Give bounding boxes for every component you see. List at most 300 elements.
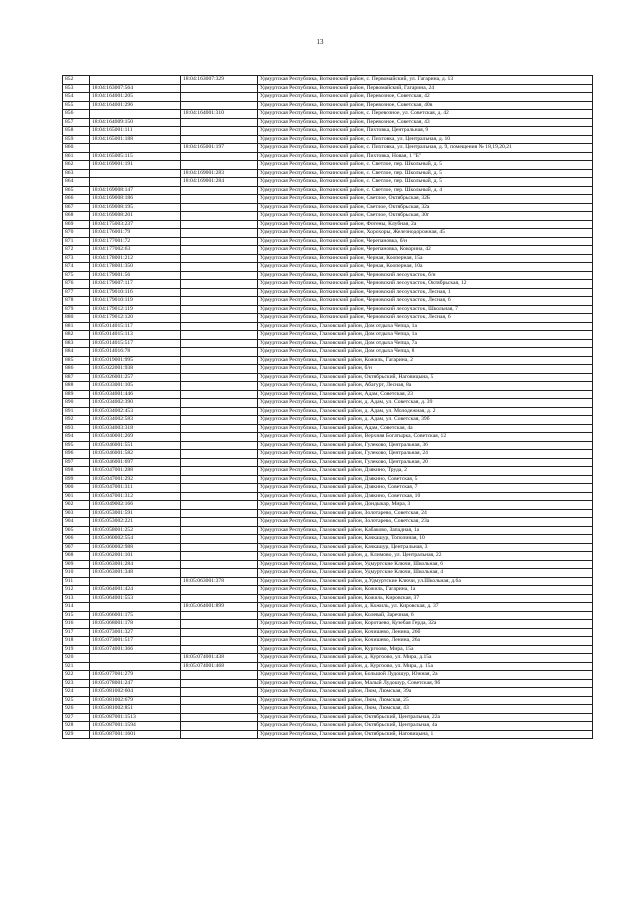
- cadastral-number-cell: 18:04:175003:237: [90, 220, 181, 229]
- building-cadastral-number-cell: [181, 356, 258, 365]
- table-row: [63, 288, 593, 297]
- building-cadastral-number-cell: [181, 373, 258, 382]
- address-cell: Удмуртская Республика, Глазовский район, Гулеково, Центральная, 36: [258, 441, 593, 450]
- row-number-cell: 856: [63, 110, 90, 119]
- address-cell: Удмуртская Республика, Глазовский район, Гулеково, Центральная, 24: [258, 450, 593, 459]
- cadastral-number-cell: 18:04:179012:119: [90, 305, 181, 314]
- building-cadastral-number-cell: [181, 569, 258, 578]
- table-row: [63, 127, 593, 136]
- row-number-cell: 922: [63, 671, 90, 680]
- table-row: [63, 492, 593, 501]
- cadastral-number-cell: 18:04:176001:79: [90, 229, 181, 238]
- cadastral-number-cell: 18:05:040001:269: [90, 433, 181, 442]
- cadastral-number-cell: 18:05:060002:554: [90, 535, 181, 544]
- table-row: [63, 603, 593, 612]
- building-cadastral-number-cell: [181, 535, 258, 544]
- table-row: [63, 467, 593, 476]
- cadastral-number-cell: 18:05:014015:517: [90, 339, 181, 348]
- building-cadastral-number-cell: [181, 611, 258, 620]
- table-row: [63, 237, 593, 246]
- cadastral-number-cell: 18:05:081002:851: [90, 705, 181, 714]
- building-cadastral-number-cell: [181, 280, 258, 289]
- row-number-cell: 902: [63, 501, 90, 510]
- building-cadastral-number-cell: [181, 254, 258, 263]
- cadastral-number-cell: 18:05:053001:591: [90, 509, 181, 518]
- cadastral-number-cell: 18:05:053002:221: [90, 518, 181, 527]
- table-row: [63, 110, 593, 119]
- address-cell: Удмуртская Республика, Воткинский район, Первомайский, Гагарина, 24: [258, 84, 593, 93]
- cadastral-number-cell: 18:05:078001:247: [90, 679, 181, 688]
- cadastral-number-cell: [90, 178, 181, 187]
- address-cell: Удмуртская Республика, Глазовский район, Золотарево, Советская, 24: [258, 509, 593, 518]
- address-cell: Удмуртская Республика, Глазовский район, Кочишево, Ленина, 26а: [258, 637, 593, 646]
- building-cadastral-number-cell: [181, 203, 258, 212]
- row-number-cell: 867: [63, 203, 90, 212]
- address-cell: Удмуртская Республика, Глазовский район, Дом отдыха Чепца, 8: [258, 348, 593, 357]
- row-number-cell: 874: [63, 263, 90, 272]
- address-cell: Удмуртская Республика, Глазовский район, Октябрьский, Центральная, 22а: [258, 713, 593, 722]
- row-number-cell: 872: [63, 246, 90, 255]
- row-number-cell: 886: [63, 365, 90, 374]
- address-cell: Удмуртская Республика, Глазовский район, Адам, Советская, 23: [258, 390, 593, 399]
- table-row: [63, 254, 593, 263]
- table-row: [63, 280, 593, 289]
- row-number-cell: 905: [63, 526, 90, 535]
- building-cadastral-number-cell: [181, 501, 258, 510]
- row-number-cell: 915: [63, 611, 90, 620]
- address-cell: Удмуртская Республика, Воткинский район, с. Первомайский, ул. Гагарина, д. 13: [258, 76, 593, 85]
- building-cadastral-number-cell: [181, 246, 258, 255]
- building-cadastral-number-cell: [181, 365, 258, 374]
- building-cadastral-number-cell: [181, 484, 258, 493]
- address-cell: Удмуртская Республика, Воткинский район, с. Светлое, пер. Школьный, д. 5: [258, 178, 593, 187]
- cadastral-number-cell: [90, 662, 181, 671]
- building-cadastral-number-cell: [181, 93, 258, 102]
- cadastral-number-cell: 18:04:178001:350: [90, 263, 181, 272]
- cadastral-number-cell: 18:04:163007:564: [90, 84, 181, 93]
- row-number-cell: 879: [63, 305, 90, 314]
- row-number-cell: 854: [63, 93, 90, 102]
- table-row: [63, 611, 593, 620]
- table-row: [63, 76, 593, 85]
- table-row: [63, 101, 593, 110]
- building-cadastral-number-cell: [181, 722, 258, 731]
- building-cadastral-number-cell: [181, 186, 258, 195]
- building-cadastral-number-cell: [181, 433, 258, 442]
- building-cadastral-number-cell: [181, 339, 258, 348]
- building-cadastral-number-cell: [181, 297, 258, 306]
- table-row: [63, 450, 593, 459]
- table-row: [63, 552, 593, 561]
- address-cell: Удмуртская Республика, Воткинский район, Черновский лесоучасток, Лесная, 6: [258, 297, 593, 306]
- row-number-cell: 885: [63, 356, 90, 365]
- page-number: 13: [316, 38, 324, 46]
- row-number-cell: 878: [63, 297, 90, 306]
- row-number-cell: 870: [63, 229, 90, 238]
- table-row: [63, 271, 593, 280]
- building-cadastral-number-cell: [181, 688, 258, 697]
- row-number-cell: 912: [63, 586, 90, 595]
- row-number-cell: 917: [63, 628, 90, 637]
- cadastral-number-cell: 18:05:033001:105: [90, 382, 181, 391]
- row-number-cell: 920: [63, 654, 90, 663]
- building-cadastral-number-cell: [181, 594, 258, 603]
- address-cell: Удмуртская Республика, Воткинский район, с. Перевозное, ул. Советская, д. 42: [258, 110, 593, 119]
- address-cell: Удмуртская Республика, Глазовский район, Кожиль, Гагарина, 2: [258, 356, 593, 365]
- table-row: [63, 305, 593, 314]
- row-number-cell: 873: [63, 254, 90, 263]
- address-cell: Удмуртская Республика, Воткинский район, Черепановка, Кокорина, 42: [258, 246, 593, 255]
- address-cell: Удмуртская Республика, Глазовский район, Удмуртские Ключи, Школьная, 6: [258, 560, 593, 569]
- table-row: [63, 399, 593, 408]
- cadastral-number-cell: 18:05:014016:78: [90, 348, 181, 357]
- address-cell: Удмуртская Республика, Глазовский район, Большой Лудошур, Южная, 2а: [258, 671, 593, 680]
- table-row: [63, 314, 593, 323]
- table-row: [63, 662, 593, 671]
- cadastral-number-cell: 18:04:169001:191: [90, 161, 181, 170]
- row-number-cell: 861: [63, 152, 90, 161]
- building-cadastral-number-cell: 18:04:164001:310: [181, 110, 258, 119]
- building-cadastral-number-cell: [181, 441, 258, 450]
- row-number-cell: 858: [63, 127, 90, 136]
- table-row: [63, 407, 593, 416]
- cadastral-number-cell: 18:05:066001:175: [90, 611, 181, 620]
- cadastral-number-cell: 18:04:165005:115: [90, 152, 181, 161]
- row-number-cell: 927: [63, 713, 90, 722]
- building-cadastral-number-cell: [181, 135, 258, 144]
- cadastral-number-cell: 18:05:068001:178: [90, 620, 181, 629]
- address-cell: Удмуртская Республика, Воткинский район, Светлое, Октябрьская, 32Б: [258, 195, 593, 204]
- cadastral-number-cell: [90, 110, 181, 119]
- table-row: [63, 186, 593, 195]
- row-number-cell: 864: [63, 178, 90, 187]
- address-cell: Удмуртская Республика, Воткинский район, Черновский лесоучасток, Школьная, 7: [258, 305, 593, 314]
- row-number-cell: 929: [63, 730, 90, 739]
- row-number-cell: 907: [63, 543, 90, 552]
- cadastral-number-cell: 18:05:034002:583: [90, 416, 181, 425]
- cadastral-number-cell: 18:05:046001:551: [90, 441, 181, 450]
- address-cell: Удмуртская Республика, Глазовский район, Кабаково, Западная, 1а: [258, 526, 593, 535]
- building-cadastral-number-cell: [181, 628, 258, 637]
- building-cadastral-number-cell: [181, 101, 258, 110]
- building-cadastral-number-cell: [181, 416, 258, 425]
- table-row: [63, 484, 593, 493]
- address-cell: Удмуртская Республика, Глазовский район, Кочишево, Ленина, 26б: [258, 628, 593, 637]
- address-cell: Удмуртская Республика, Глазовский район, Малый Лудошур, Советская, 9б: [258, 679, 593, 688]
- table-row: [63, 195, 593, 204]
- row-number-cell: 880: [63, 314, 90, 323]
- table-row: [63, 178, 593, 187]
- table-row: [63, 433, 593, 442]
- address-cell: Удмуртская Республика, Воткинский район, с. Пихтовка, ул. Центральная, д. 10: [258, 135, 593, 144]
- address-cell: Удмуртская Республика, Воткинский район, Черновский лесоучасток, б/н: [258, 271, 593, 280]
- address-cell: Удмуртская Республика, Глазовский район, Кожиль, Кировская, 37: [258, 594, 593, 603]
- row-number-cell: 871: [63, 237, 90, 246]
- address-cell: Удмуртская Республика, Глазовский район, д. Кожиль, ул. Кировская, д. 37: [258, 603, 593, 612]
- table-row: [63, 84, 593, 93]
- building-cadastral-number-cell: [181, 671, 258, 680]
- table-row: [63, 722, 593, 731]
- address-cell: Удмуртская Республика, Воткинский район, Черепановка, б/н: [258, 237, 593, 246]
- cadastral-number-cell: 18:05:060002:988: [90, 543, 181, 552]
- address-cell: Удмуртская Республика, Воткинский район, Пихтовка, Центральная, 9: [258, 127, 593, 136]
- table-row: [63, 696, 593, 705]
- address-cell: Удмуртская Республика, Глазовский район, д. Адам, ул. Советская, 39б: [258, 416, 593, 425]
- row-number-cell: 866: [63, 195, 90, 204]
- cadastral-number-cell: 18:05:047001:288: [90, 467, 181, 476]
- table-row: [63, 509, 593, 518]
- address-cell: Удмуртская Республика, Глазовский район, д. Адам, ул. Советская, д. 39: [258, 399, 593, 408]
- building-cadastral-number-cell: [181, 586, 258, 595]
- cadastral-number-cell: [90, 76, 181, 85]
- cadastral-number-cell: 18:05:049002:166: [90, 501, 181, 510]
- address-cell: Удмуртская Республика, Воткинский район, Перевозное, Советская, 42: [258, 93, 593, 102]
- row-number-cell: 910: [63, 569, 90, 578]
- building-cadastral-number-cell: [181, 195, 258, 204]
- building-cadastral-number-cell: [181, 518, 258, 527]
- cadastral-number-cell: 18:05:077001:279: [90, 671, 181, 680]
- building-cadastral-number-cell: [181, 382, 258, 391]
- row-number-cell: 898: [63, 467, 90, 476]
- row-number-cell: 923: [63, 679, 90, 688]
- row-number-cell: 908: [63, 552, 90, 561]
- building-cadastral-number-cell: [181, 679, 258, 688]
- table-row: [63, 356, 593, 365]
- building-cadastral-number-cell: [181, 127, 258, 136]
- building-cadastral-number-cell: 18:05:074001:468: [181, 662, 258, 671]
- table-row: [63, 654, 593, 663]
- row-number-cell: 900: [63, 484, 90, 493]
- cadastral-number-cell: [90, 603, 181, 612]
- cadastral-number-cell: 18:05:073001:517: [90, 637, 181, 646]
- table-row: [63, 620, 593, 629]
- cadastral-number-cell: 18:05:081002:679: [90, 696, 181, 705]
- row-number-cell: 906: [63, 535, 90, 544]
- table-row: [63, 203, 593, 212]
- building-cadastral-number-cell: [181, 645, 258, 654]
- table-row: [63, 441, 593, 450]
- row-number-cell: 876: [63, 280, 90, 289]
- address-cell: Удмуртская Республика, Глазовский район, Качкашур, Тополиная, 10: [258, 535, 593, 544]
- building-cadastral-number-cell: [181, 620, 258, 629]
- address-cell: Удмуртская Республика, Глазовский район, Октябрьский, Наговицына, 1: [258, 730, 593, 739]
- address-cell: Удмуртская Республика, Воткинский район, Хорохоры, Железнодорожная, 45: [258, 229, 593, 238]
- row-number-cell: 891: [63, 407, 90, 416]
- table-row: [63, 382, 593, 391]
- table-row: [63, 93, 593, 102]
- row-number-cell: 896: [63, 450, 90, 459]
- address-cell: Удмуртская Республика, Глазовский район, б/н: [258, 365, 593, 374]
- table-row: [63, 713, 593, 722]
- building-cadastral-number-cell: [181, 314, 258, 323]
- address-cell: Удмуртская Республика, Глазовский район, Октябрьский, Центральная, 4а: [258, 722, 593, 731]
- address-cell: Удмуртская Республика, Воткинский район, Перевозное, Советская, 40в: [258, 101, 593, 110]
- address-cell: Удмуртская Республика, Глазовский район, д.Удмуртские Ключи, ул.Школьная, д.6а: [258, 577, 593, 586]
- row-number-cell: 855: [63, 101, 90, 110]
- row-number-cell: 889: [63, 390, 90, 399]
- table-row: [63, 688, 593, 697]
- address-cell: Удмуртская Республика, Глазовский район, Люм, Люмская, 25: [258, 696, 593, 705]
- table-row: [63, 169, 593, 178]
- address-cell: Удмуртская Республика, Глазовский район, Верхняя Богатырка, Советская, 12: [258, 433, 593, 442]
- table-row: [63, 671, 593, 680]
- row-number-cell: 911: [63, 577, 90, 586]
- registry-table-body: [63, 76, 593, 739]
- cadastral-number-cell: 18:04:169008:147: [90, 186, 181, 195]
- cadastral-number-cell: 18:05:081002:604: [90, 688, 181, 697]
- cadastral-number-cell: [90, 577, 181, 586]
- table-row: [63, 594, 593, 603]
- cadastral-number-cell: 18:05:046001:697: [90, 458, 181, 467]
- table-row: [63, 144, 593, 153]
- table-row: [63, 730, 593, 739]
- table-row: [63, 246, 593, 255]
- table-row: [63, 152, 593, 161]
- row-number-cell: 860: [63, 144, 90, 153]
- row-number-cell: 881: [63, 322, 90, 331]
- table-row: [63, 322, 593, 331]
- cadastral-number-cell: 18:04:164009:150: [90, 118, 181, 127]
- address-cell: Удмуртская Республика, Глазовский район, Коротаево, Кузебая Герда, 32а: [258, 620, 593, 629]
- address-cell: Удмуртская Республика, Глазовский район, Дондыкар, Мира, 3: [258, 501, 593, 510]
- building-cadastral-number-cell: [181, 509, 258, 518]
- building-cadastral-number-cell: 18:05:074001:438: [181, 654, 258, 663]
- building-cadastral-number-cell: [181, 552, 258, 561]
- building-cadastral-number-cell: [181, 705, 258, 714]
- row-number-cell: 903: [63, 509, 90, 518]
- building-cadastral-number-cell: [181, 229, 258, 238]
- address-cell: Удмуртская Республика, Глазовский район, Люм, Люмская, 39а: [258, 688, 593, 697]
- row-number-cell: 904: [63, 518, 90, 527]
- cadastral-number-cell: 18:05:022001:938: [90, 365, 181, 374]
- table-row: [63, 501, 593, 510]
- table-row: [63, 220, 593, 229]
- building-cadastral-number-cell: [181, 331, 258, 340]
- building-cadastral-number-cell: [181, 348, 258, 357]
- address-cell: Удмуртская Республика, Глазовский район, Дзякино, Советская, 10: [258, 492, 593, 501]
- building-cadastral-number-cell: [181, 467, 258, 476]
- cadastral-number-cell: 18:04:179010:119: [90, 297, 181, 306]
- table-row: [63, 679, 593, 688]
- address-cell: Удмуртская Республика, Глазовский район, Октябрьский, Наговицына, 5: [258, 373, 593, 382]
- cadastral-number-cell: 18:04:179007:117: [90, 280, 181, 289]
- address-cell: Удмуртская Республика, Глазовский район, Дзякино, Советская, 5: [258, 475, 593, 484]
- cadastral-number-cell: 18:04:164001:205: [90, 93, 181, 102]
- row-number-cell: 901: [63, 492, 90, 501]
- building-cadastral-number-cell: [181, 637, 258, 646]
- table-row: [63, 229, 593, 238]
- table-row: [63, 586, 593, 595]
- cadastral-number-cell: 18:05:063001:284: [90, 560, 181, 569]
- table-row: [63, 263, 593, 272]
- address-cell: Удмуртская Республика, Глазовский район, д. Кургоово, ул. Мира, д. 15а: [258, 662, 593, 671]
- building-cadastral-number-cell: [181, 271, 258, 280]
- row-number-cell: 918: [63, 637, 90, 646]
- row-number-cell: 919: [63, 645, 90, 654]
- address-cell: Удмуртская Республика, Глазовский район, Кургоово, Мира, 15а: [258, 645, 593, 654]
- address-cell: Удмуртская Республика, Глазовский район, Дзякино, Труда, 2: [258, 467, 593, 476]
- building-cadastral-number-cell: [181, 526, 258, 535]
- address-cell: Удмуртская Республика, Воткинский район, с. Пихтовка, ул. Центральная, д. 9, помещения № 18,19,20,21: [258, 144, 593, 153]
- row-number-cell: 875: [63, 271, 90, 280]
- address-cell: Удмуртская Республика, Воткинский район, с. Светлое, пер. Школьный, д. 5: [258, 161, 593, 170]
- address-cell: Удмуртская Республика, Воткинский район, с. Светлое, пер. Школьный, д. 4: [258, 186, 593, 195]
- address-cell: Удмуртская Республика, Глазовский район, Дом отдыха Чепца, 1а: [258, 331, 593, 340]
- address-cell: Удмуртская Республика, Глазовский район, Гулеково, Центральная, 20: [258, 458, 593, 467]
- table-row: [63, 365, 593, 374]
- building-cadastral-number-cell: [181, 263, 258, 272]
- building-cadastral-number-cell: [181, 450, 258, 459]
- building-cadastral-number-cell: [181, 730, 258, 739]
- address-cell: Удмуртская Республика, Воткинский район, Светлое, Октябрьская, 32а: [258, 203, 593, 212]
- table-row: [63, 297, 593, 306]
- table-row: [63, 560, 593, 569]
- cadastral-number-cell: 18:05:064001:553: [90, 594, 181, 603]
- table-row: [63, 161, 593, 170]
- cadastral-number-cell: 18:05:062001:101: [90, 552, 181, 561]
- address-cell: Удмуртская Республика, Глазовский район, Дзякино, Советская, 7: [258, 484, 593, 493]
- row-number-cell: 897: [63, 458, 90, 467]
- cadastral-number-cell: 18:05:026001:257: [90, 373, 181, 382]
- building-cadastral-number-cell: [181, 696, 258, 705]
- row-number-cell: 862: [63, 161, 90, 170]
- table-row: [63, 645, 593, 654]
- table-row: [63, 458, 593, 467]
- row-number-cell: 899: [63, 475, 90, 484]
- cadastral-number-cell: 18:04:179010:116: [90, 288, 181, 297]
- table-row: [63, 390, 593, 399]
- cadastral-number-cell: 18:05:047001:292: [90, 475, 181, 484]
- row-number-cell: 877: [63, 288, 90, 297]
- cadastral-number-cell: 18:05:047001:311: [90, 484, 181, 493]
- row-number-cell: 928: [63, 722, 90, 731]
- cadastral-number-cell: 18:05:087001:1513: [90, 713, 181, 722]
- row-number-cell: 857: [63, 118, 90, 127]
- cadastral-number-cell: 18:05:087001:1594: [90, 722, 181, 731]
- cadastral-number-cell: 18:04:169008:186: [90, 195, 181, 204]
- building-cadastral-number-cell: [181, 322, 258, 331]
- row-number-cell: 893: [63, 424, 90, 433]
- address-cell: Удмуртская Республика, Глазовский район, Кожиль, Гагарина, 1а: [258, 586, 593, 595]
- building-cadastral-number-cell: [181, 220, 258, 229]
- table-row: [63, 628, 593, 637]
- building-cadastral-number-cell: [181, 713, 258, 722]
- address-cell: Удмуртская Республика, Глазовский район, Колевай, Заречная, 6: [258, 611, 593, 620]
- building-cadastral-number-cell: [181, 560, 258, 569]
- address-cell: Удмуртская Республика, Воткинский район, Светлое, Октябрьская, 30г: [258, 212, 593, 221]
- row-number-cell: 916: [63, 620, 90, 629]
- cadastral-number-cell: 18:05:063001:348: [90, 569, 181, 578]
- table-row: [63, 135, 593, 144]
- building-cadastral-number-cell: [181, 543, 258, 552]
- building-cadastral-number-cell: [181, 458, 258, 467]
- cadastral-number-cell: 18:04:179001:56: [90, 271, 181, 280]
- building-cadastral-number-cell: [181, 407, 258, 416]
- cadastral-number-cell: 18:05:014015:113: [90, 331, 181, 340]
- cadastral-number-cell: 18:05:073001:327: [90, 628, 181, 637]
- table-row: [63, 416, 593, 425]
- cadastral-number-cell: 18:05:047001:312: [90, 492, 181, 501]
- address-cell: Удмуртская Республика, Воткинский район, Черная, Кооперная, 15а: [258, 254, 593, 263]
- cadastral-number-cell: 18:04:169008:201: [90, 212, 181, 221]
- address-cell: Удмуртская Республика, Глазовский район, Качкашур, Центральная, 3: [258, 543, 593, 552]
- address-cell: Удмуртская Республика, Глазовский район, д. Кургоово, ул. Мира, д.15а: [258, 654, 593, 663]
- building-cadastral-number-cell: [181, 305, 258, 314]
- table-row: [63, 577, 593, 586]
- table-row: [63, 475, 593, 484]
- row-number-cell: 895: [63, 441, 90, 450]
- row-number-cell: 883: [63, 339, 90, 348]
